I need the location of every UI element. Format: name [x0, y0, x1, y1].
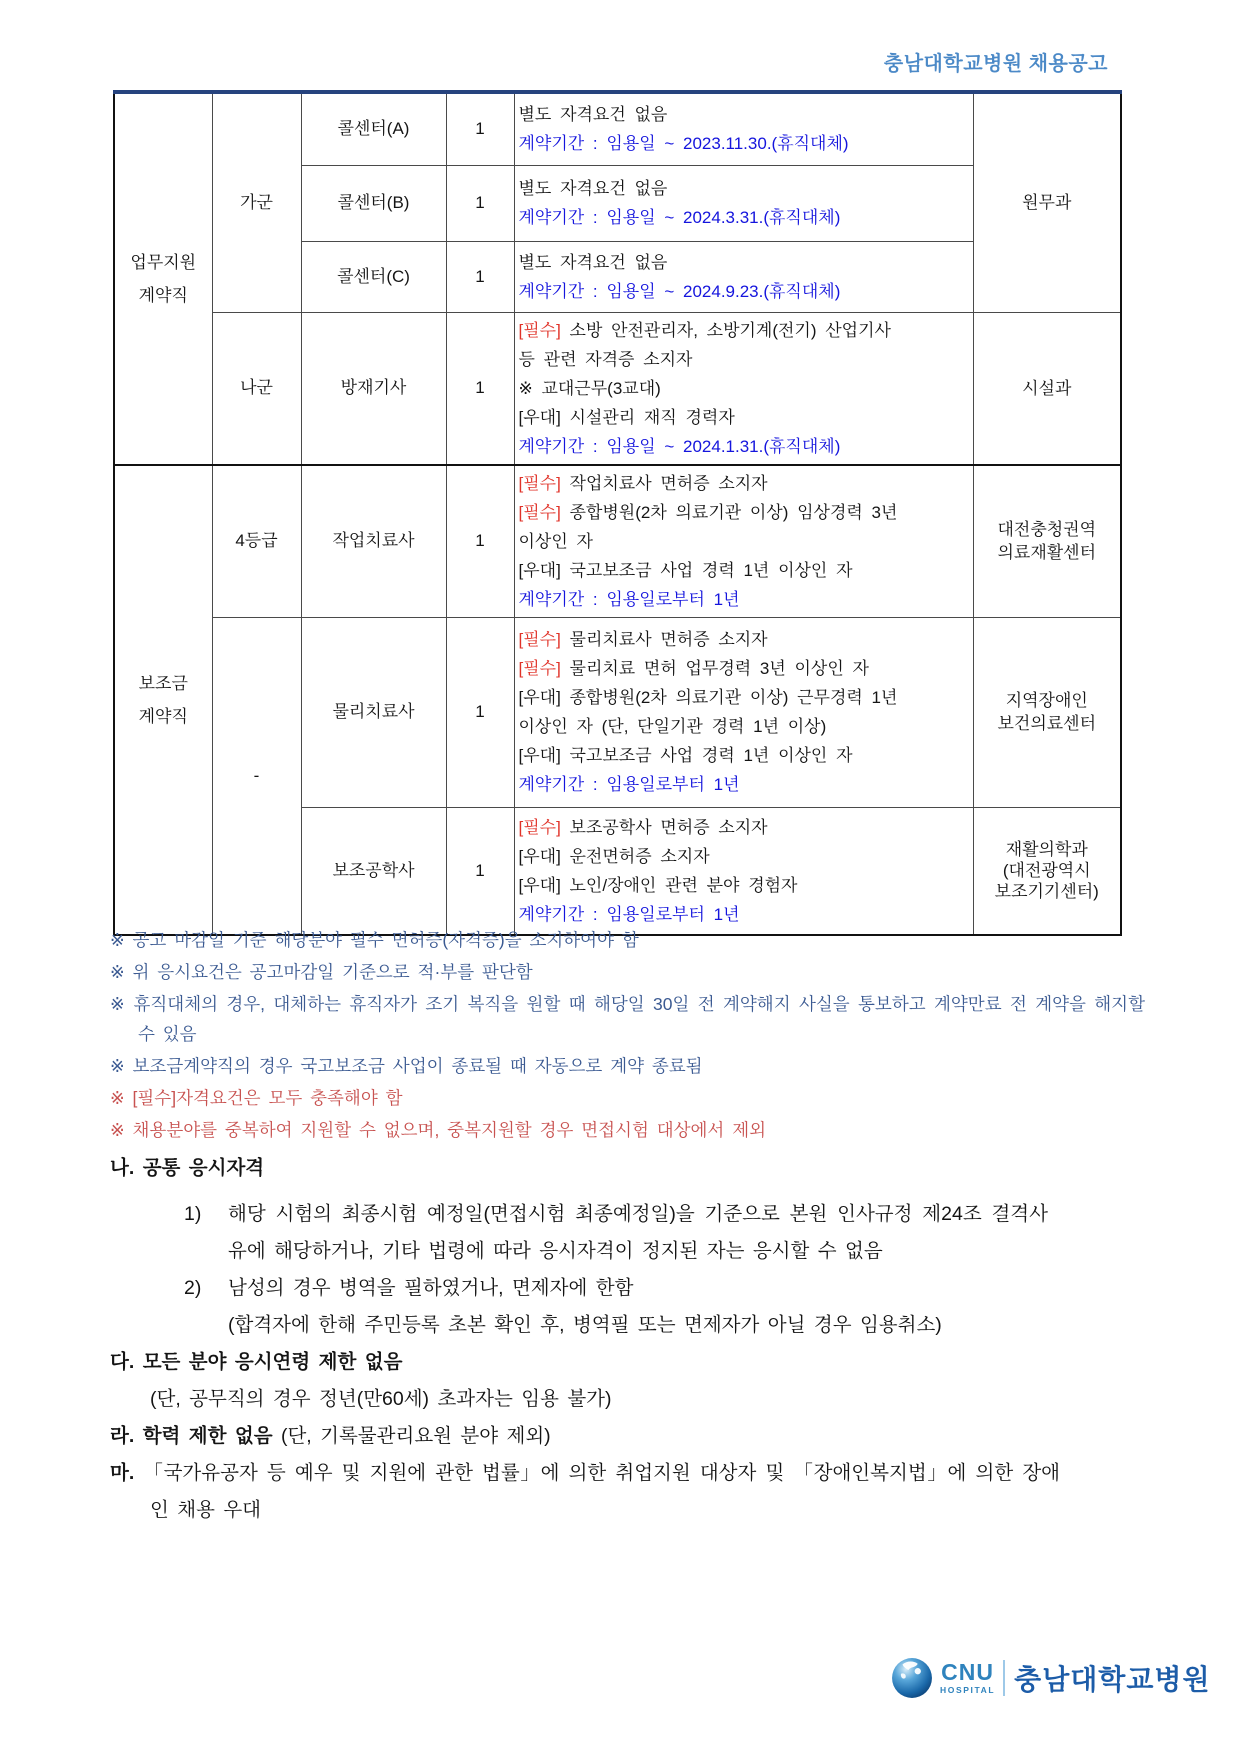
text-segment: ※ 교대근무(3교대): [518, 378, 661, 398]
section-da-heading: [110, 1344, 1155, 1381]
requirement-line: [519, 556, 969, 585]
required-tag: [필수]: [518, 473, 561, 493]
section-da-label: 다.: [110, 1351, 135, 1373]
table-row: [114, 465, 1121, 618]
cell-position-callcenter-c: 콜센터(C): [301, 241, 446, 312]
text-segment: 별도 자격요건 없음: [518, 252, 668, 272]
text-segment: [우대] 시설관리 재직 경력자: [518, 407, 735, 427]
common-qualification-item-2: [184, 1270, 1155, 1307]
cell-headcount: 1: [446, 465, 514, 618]
common-qualification-item-1: [184, 1196, 1155, 1270]
requirement-line: [519, 842, 969, 871]
table-row: [114, 92, 1121, 165]
section-ra-title: 학력 제한 없음: [142, 1425, 273, 1447]
requirement-line: [519, 712, 969, 741]
table-row: [114, 617, 1121, 807]
cell-requirements-assistive-technologist: [514, 807, 973, 935]
requirement-line: [519, 316, 969, 345]
table-row: [114, 312, 1121, 465]
cell-department-rehab-center: 대전충청권역 의료재활센터: [973, 465, 1121, 618]
cell-headcount: 1: [446, 165, 514, 241]
note-marker: ※: [110, 962, 133, 982]
page-title: 충남대학교병원 채용공고: [883, 53, 1108, 75]
requirement-line: [519, 585, 969, 614]
required-tag: [필수]: [518, 630, 561, 649]
section-na-heading: [110, 1150, 1155, 1187]
note-item: ※ 채용분야를 중복하여 지원할 수 없으며, 중복지원할 경우 면접시험 대상에서 제외: [110, 1120, 767, 1140]
cell-department-rehab-medicine: 재활의학과 (대전광역시 보조기기센터): [973, 807, 1121, 935]
text-segment: 별도 자격요건 없음: [518, 179, 668, 198]
requirement-line: [519, 527, 969, 556]
item-number: 2): [184, 1277, 202, 1299]
text-segment: 등 관련 자격증 소지자: [518, 349, 693, 369]
cell-position-assistive-technologist: 보조공학사: [301, 807, 446, 935]
required-tag: [필수]: [518, 320, 561, 340]
requirement-line: [519, 432, 969, 461]
text-segment: 작업치료사 면허증 소지자: [560, 473, 768, 493]
note-marker: ※: [110, 930, 133, 950]
text-segment: 계약기간 : 임용일로부터 1년: [518, 775, 740, 794]
text-segment: 별도 자격요건 없음: [518, 105, 668, 125]
cell-requirements-callcenter-a: [514, 92, 973, 165]
note-item: ※ 휴직대체의 경우, 대체하는 휴직자가 조기 복직을 원할 때 해당일 30일 전 계약해지 사실을 통보하고 계약만료 전 계약을 해지할 수 있음: [110, 994, 1145, 1044]
logo-cnu-block: [940, 1661, 995, 1695]
cell-department-siseol: 시설과: [973, 312, 1121, 465]
item-number: 1): [184, 1203, 202, 1225]
requirement-line: [519, 248, 969, 277]
text-segment: [우대] 종합병원(2차 의료기관 이상) 근무경력 1년: [518, 688, 898, 707]
requirement-line: [519, 741, 969, 770]
cell-requirements-callcenter-b: [514, 165, 973, 241]
note-item: ※ [필수]자격요건은 모두 충족해야 함: [110, 1088, 403, 1108]
required-tag: [필수]: [518, 659, 561, 678]
hospital-logo: [891, 1654, 1211, 1702]
section-ma-text: 「국가유공자 등 예우 및 지원에 관한 법률」에 의한 취업지원 대상자 및 「장애인복지법」에 의한 장애인 채용 우대: [143, 1462, 1060, 1521]
cell-requirements-physical-therapist: [514, 617, 973, 807]
logo-subtitle: HOSPITAL: [940, 1685, 996, 1696]
cell-headcount: 1: [446, 617, 514, 807]
text-segment: 계약기간 : 임용일 ~ 2024.9.23.(휴직대체): [518, 281, 841, 301]
cell-category-subsidy: 보조금 계약직: [114, 465, 212, 936]
section-ma: [110, 1455, 1060, 1529]
note-item: ※ 보조금계약직의 경우 국고보조금 사업이 종료될 때 자동으로 계약 종료됨: [110, 1056, 703, 1076]
cell-headcount: 1: [446, 312, 514, 465]
text-segment: 계약기간 : 임용일 ~ 2024.1.31.(휴직대체): [518, 436, 841, 456]
cell-position-callcenter-b: 콜센터(B): [301, 165, 446, 241]
logo-hospital-name: 충남대학교병원: [1014, 1664, 1211, 1695]
requirement-line: [519, 498, 969, 527]
cell-position-occupational-therapist: 작업치료사: [301, 465, 446, 618]
note-item: ※ 위 응시요건은 공고마감일 기준으로 적·부를 판단함: [110, 962, 533, 982]
text-segment: 계약기간 : 임용일 ~ 2024.3.31.(휴직대체): [518, 208, 841, 227]
cell-requirements-occupational-therapist: [514, 465, 973, 618]
section-ma-label: 마.: [110, 1462, 135, 1484]
text-segment: 이상인 자 (단, 단일기관 경력 1년 이상): [518, 717, 827, 736]
text-segment: [우대] 노인/장애인 관련 분야 경험자: [518, 875, 798, 895]
note-marker: ※: [110, 994, 134, 1014]
cell-group-ga: 가군: [212, 92, 301, 312]
requirement-line: [519, 625, 969, 654]
text-segment: 종합병원(2차 의료기관 이상) 임상경력 3년: [560, 502, 898, 522]
section-da-note: (단, 공무직의 경우 정년(만60세) 초과자는 임용 불가): [150, 1388, 612, 1410]
text-segment: [우대] 운전면허증 소지자: [518, 846, 710, 866]
note-marker: ※: [110, 1120, 133, 1140]
text-segment: 보조공학사 면허증 소지자: [560, 817, 768, 837]
requirement-line: [519, 871, 969, 900]
cell-position-physical-therapist: 물리치료사: [301, 617, 446, 807]
requirement-line: [519, 654, 969, 683]
cell-requirements-fire-safety: [514, 312, 973, 465]
requirement-line: [519, 345, 969, 374]
logo-acronym: CNU: [941, 1659, 994, 1686]
text-segment: 계약기간 : 임용일로부터 1년: [518, 904, 740, 924]
text-segment: [우대] 국고보조금 사업 경력 1년 이상인 자: [518, 746, 853, 765]
cell-department-wonmu: 원무과: [973, 92, 1121, 312]
section-ra-rest: (단, 기록물관리요원 분야 제외): [280, 1425, 551, 1447]
requirement-line: [519, 770, 969, 799]
cell-headcount: 1: [446, 241, 514, 312]
item-text: 남성의 경우 병역을 필하였거나, 면제자에 한함: [228, 1277, 634, 1299]
requirement-line: [519, 469, 969, 498]
cell-position-callcenter-a: 콜센터(A): [301, 92, 446, 165]
cell-department-disability-health-center: 지역장애인 보건의료센터: [973, 617, 1121, 807]
note-marker: ※: [110, 1088, 133, 1108]
requirement-line: [519, 374, 969, 403]
cell-headcount: 1: [446, 92, 514, 165]
required-tag: [필수]: [518, 502, 561, 522]
requirement-line: [519, 683, 969, 712]
requirement-line: [519, 277, 969, 306]
section-ra-label: 라.: [110, 1425, 135, 1447]
qualification-sections: [110, 1150, 1155, 1529]
text-segment: [우대] 국고보조금 사업 경력 1년 이상인 자: [518, 560, 853, 580]
note-marker: ※: [110, 1056, 133, 1076]
logo-divider: [1003, 1660, 1005, 1696]
cell-category-business-support: 업무지원 계약직: [114, 92, 212, 465]
text-segment: 계약기간 : 임용일 ~ 2023.11.30.(휴직대체): [518, 134, 849, 154]
required-tag: [필수]: [518, 817, 561, 837]
item-text: 해당 시험의 최종시험 예정일(면접시험 최종예정일)을 기준으로 본원 인사규정 제24조 결격사유에 해당하거나, 기타 법령에 따라 응시자격이 정지된 자는 응시할 수 없음: [228, 1203, 1048, 1262]
text-segment: 이상인 자: [518, 531, 593, 551]
cell-group-na: 나군: [212, 312, 301, 465]
cell-position-fire-safety: 방재기사: [301, 312, 446, 465]
note-item: ※ 공고 마감일 기준 해당분야 필수 면허증(자격증)을 소지하여야 함: [110, 930, 639, 950]
requirement-line: [519, 403, 969, 432]
text-segment: 물리치료 면허 업무경력 3년 이상인 자: [560, 659, 869, 678]
section-na-label: 나.: [110, 1157, 135, 1179]
section-na-title: 공통 응시자격: [142, 1157, 265, 1179]
requirement-line: [519, 174, 969, 203]
item-2-note: (합격자에 한해 주민등록 초본 확인 후, 병역필 또는 면제자가 아닐 경우 임용취소): [228, 1314, 942, 1336]
requirement-line: [519, 203, 969, 232]
cell-headcount: 1: [446, 807, 514, 935]
globe-icon: [891, 1657, 933, 1699]
notes-list: [110, 925, 1145, 1147]
cell-requirements-callcenter-c: [514, 241, 973, 312]
section-ra-heading: [110, 1418, 1155, 1455]
section-da-title: 모든 분야 응시연령 제한 없음: [142, 1351, 403, 1373]
text-segment: 계약기간 : 임용일로부터 1년: [518, 589, 740, 609]
text-segment: 물리치료사 면허증 소지자: [560, 630, 768, 649]
text-segment: 소방 안전관리자, 소방기계(전기) 산업기사: [560, 320, 891, 340]
cell-group-grade4: 4등급: [212, 465, 301, 618]
requirement-line: [519, 813, 969, 842]
requirement-line: [519, 129, 969, 158]
positions-table: [113, 90, 1122, 936]
cell-group-none: -: [212, 617, 301, 935]
requirement-line: [519, 100, 969, 129]
